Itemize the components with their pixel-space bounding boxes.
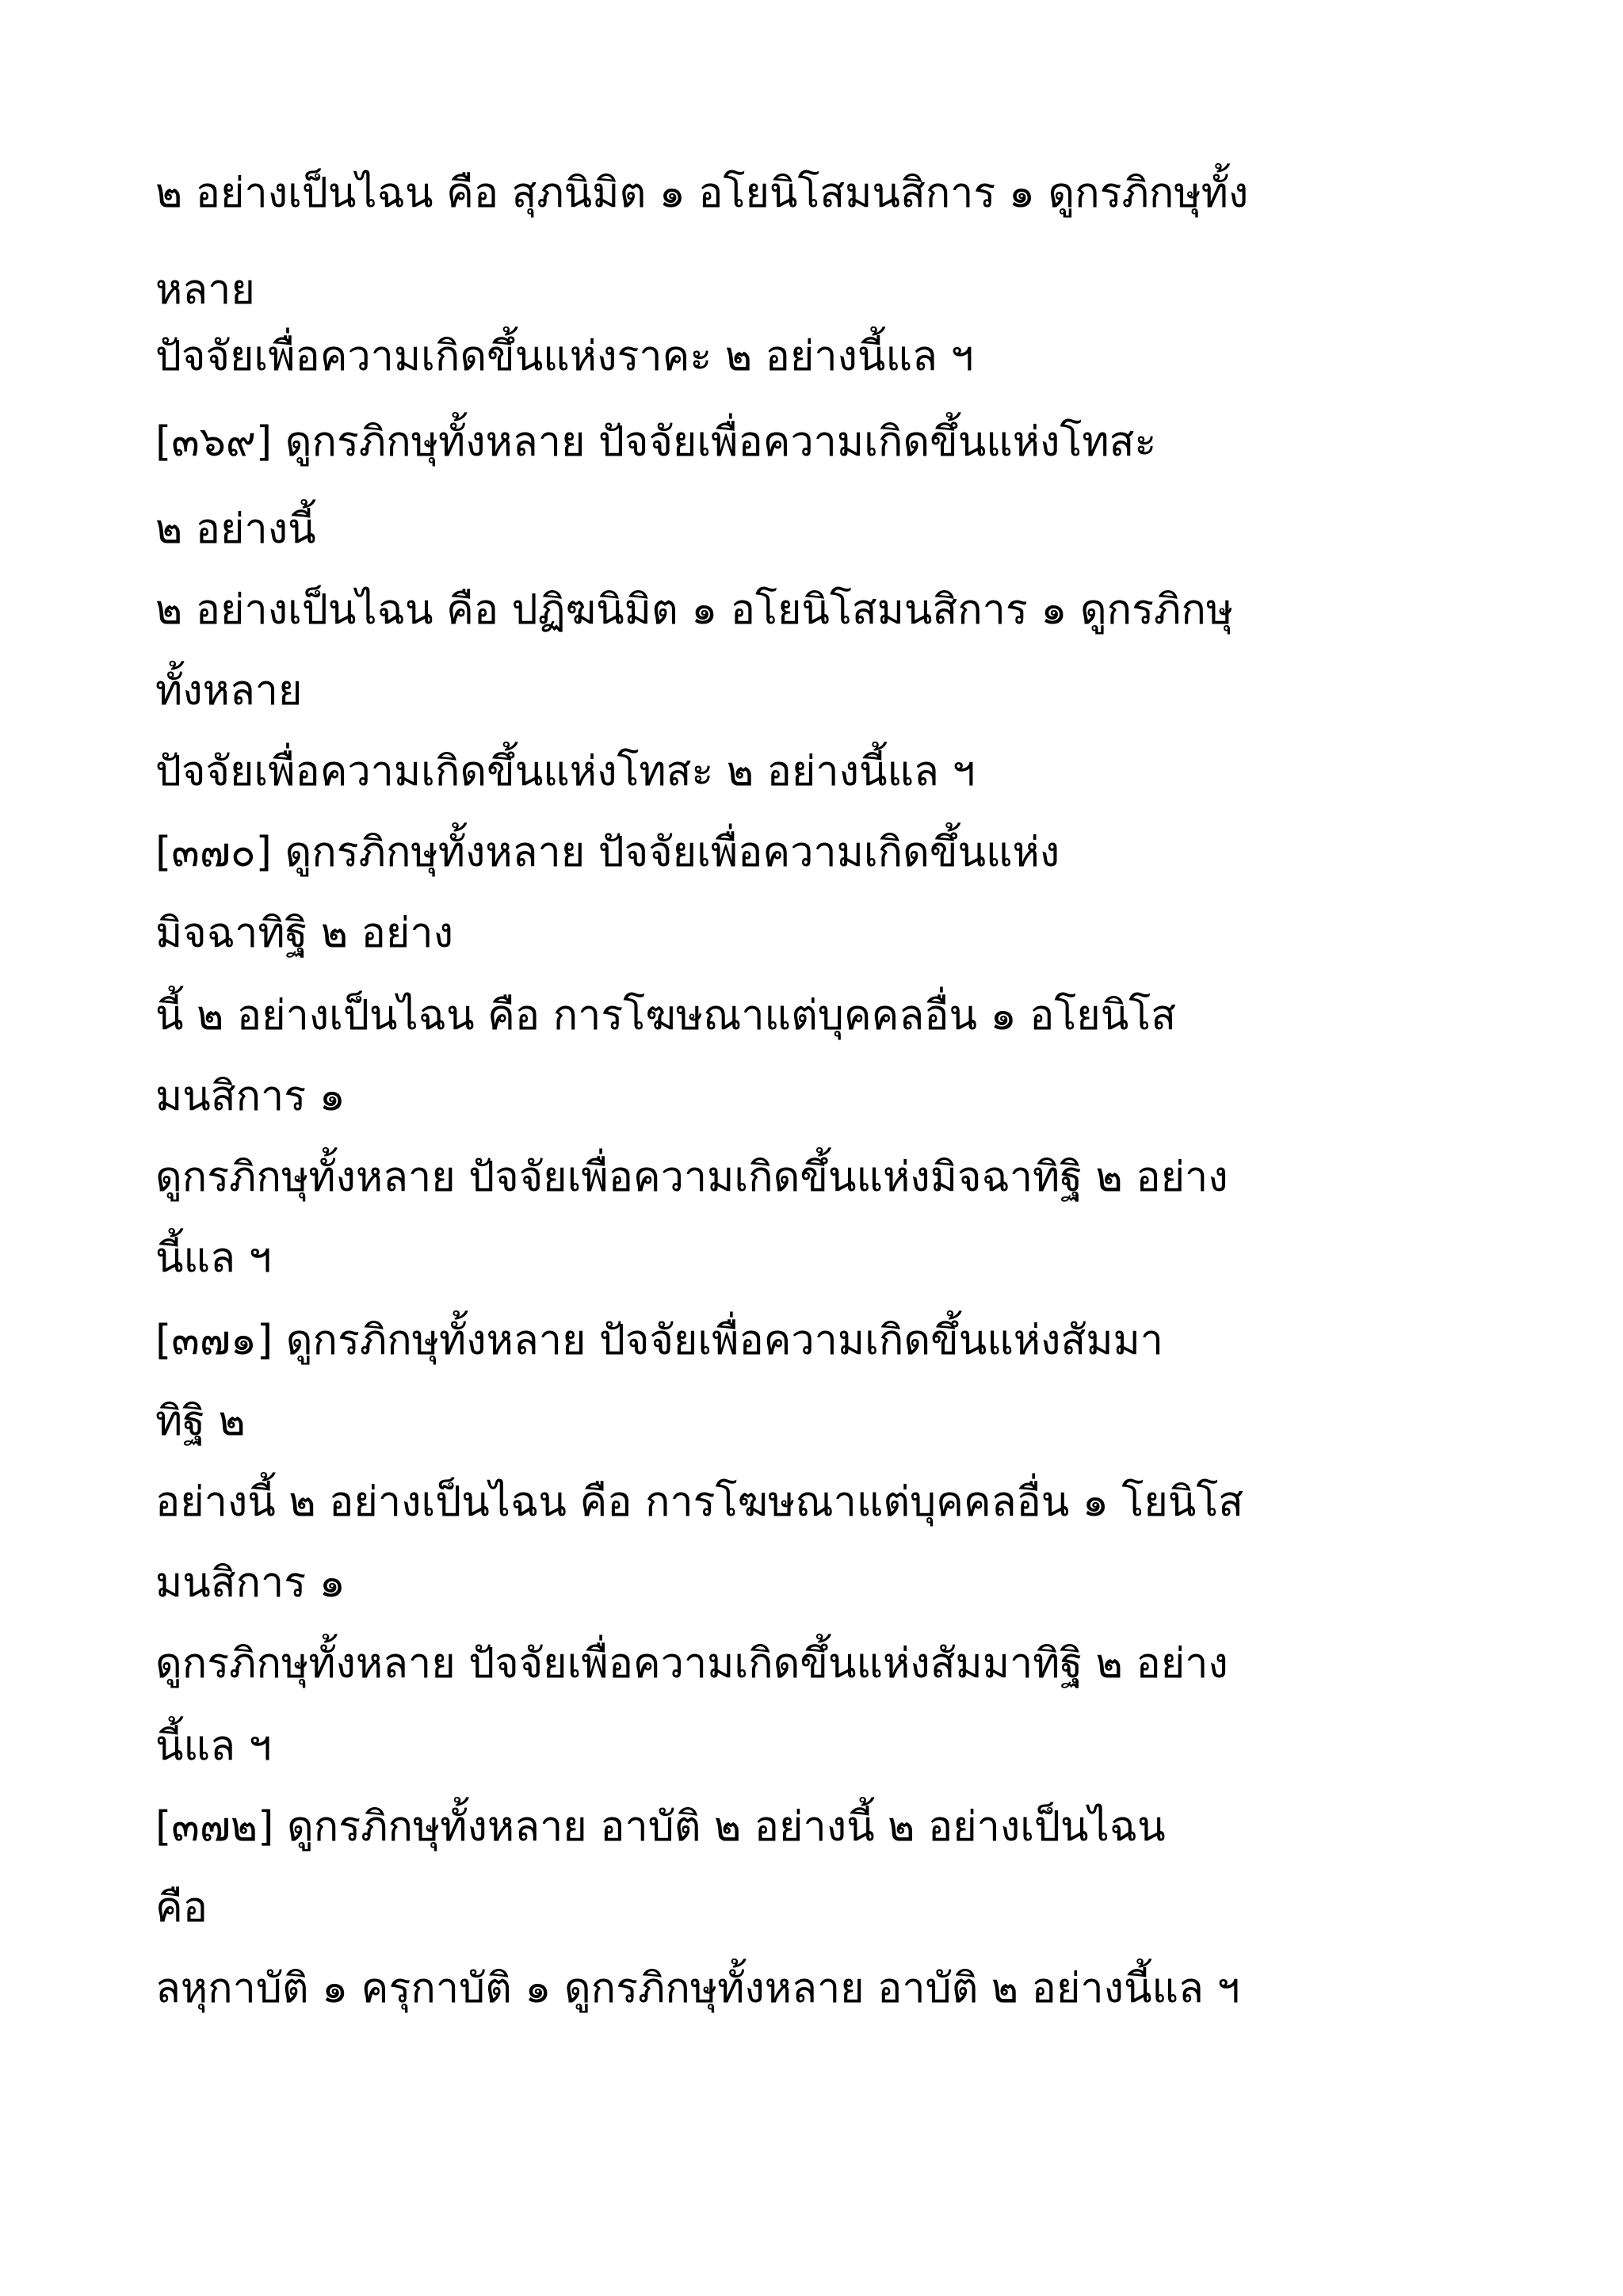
text-line: ๒ อย่างเป็นไฉน คือ ปฏิฆนิมิต ๑ อโยนิโสมนสิการ ๑ ดูกรภิกษุ <box>155 586 1234 634</box>
text-line: คือ <box>155 1884 208 1932</box>
text-line: ๒ อย่างเป็นไฉน คือ สุภนิมิต ๑ อโยนิโสมนสิการ ๑ ดูกรภิกษุทั้ง <box>155 170 1249 217</box>
text-line: นี้แล ฯ <box>155 1722 272 1770</box>
text-line: นี้ ๒ อย่างเป็นไฉน คือ การโฆษณาแต่บุคคลอื่น ๑ อโยนิโส <box>155 992 1176 1039</box>
text-line: [๓๗๑] ดูกรภิกษุทั้งหลาย ปัจจัยเพื่อความเกิดขึ้นแห่งสัมมา <box>155 1317 1163 1364</box>
text-line: ทั้งหลาย <box>155 667 303 715</box>
text-line: มิจฉาทิฐิ ๒ อย่าง <box>155 910 453 957</box>
text-line: ดูกรภิกษุทั้งหลาย ปัจจัยเพื่อความเกิดขึ้นแห่งมิจฉาทิฐิ ๒ อย่าง <box>155 1154 1228 1201</box>
text-line: ปัจจัยเพื่อความเกิดขึ้นแห่งโทสะ ๒ อย่างนี้แล ฯ <box>155 748 976 795</box>
text-line: มนสิการ ๑ <box>155 1559 346 1607</box>
text-line: ดูกรภิกษุทั้งหลาย ปัจจัยเพื่อความเกิดขึ้นแห่งสัมมาทิฐิ ๒ อย่าง <box>155 1640 1228 1688</box>
text-line: [๓๖๙] ดูกรภิกษุทั้งหลาย ปัจจัยเพื่อความเกิดขึ้นแห่งโทสะ <box>155 418 1157 466</box>
text-line: ทิฐิ ๒ <box>155 1398 246 1445</box>
text-line: [๓๗๒] ดูกรภิกษุทั้งหลาย อาบัติ ๒ อย่างนี้ ๒ อย่างเป็นไฉน <box>155 1803 1166 1851</box>
text-line: มนสิการ ๑ <box>155 1073 346 1120</box>
text-line: ปัจจัยเพื่อความเกิดขึ้นแห่งราคะ ๒ อย่างนี้แล ฯ <box>155 333 974 380</box>
text-line: นี้แล ฯ <box>155 1234 272 1282</box>
text-line: อย่างนี้ ๒ อย่างเป็นไฉน คือ การโฆษณาแต่บุคคลอื่น ๑ โยนิโส <box>155 1478 1244 1526</box>
text-line: ๒ อย่างนี้ <box>155 505 316 553</box>
text-line: หลาย <box>155 266 255 314</box>
text-line: ลหุกาบัติ ๑ ครุกาบัติ ๑ ดูกรภิกษุทั้งหลาย อาบัติ ๒ อย่างนี้แล ฯ <box>155 1965 1240 2012</box>
text-line: [๓๗๐] ดูกรภิกษุทั้งหลาย ปัจจัยเพื่อความเกิดขึ้นแห่ง <box>155 829 1060 876</box>
